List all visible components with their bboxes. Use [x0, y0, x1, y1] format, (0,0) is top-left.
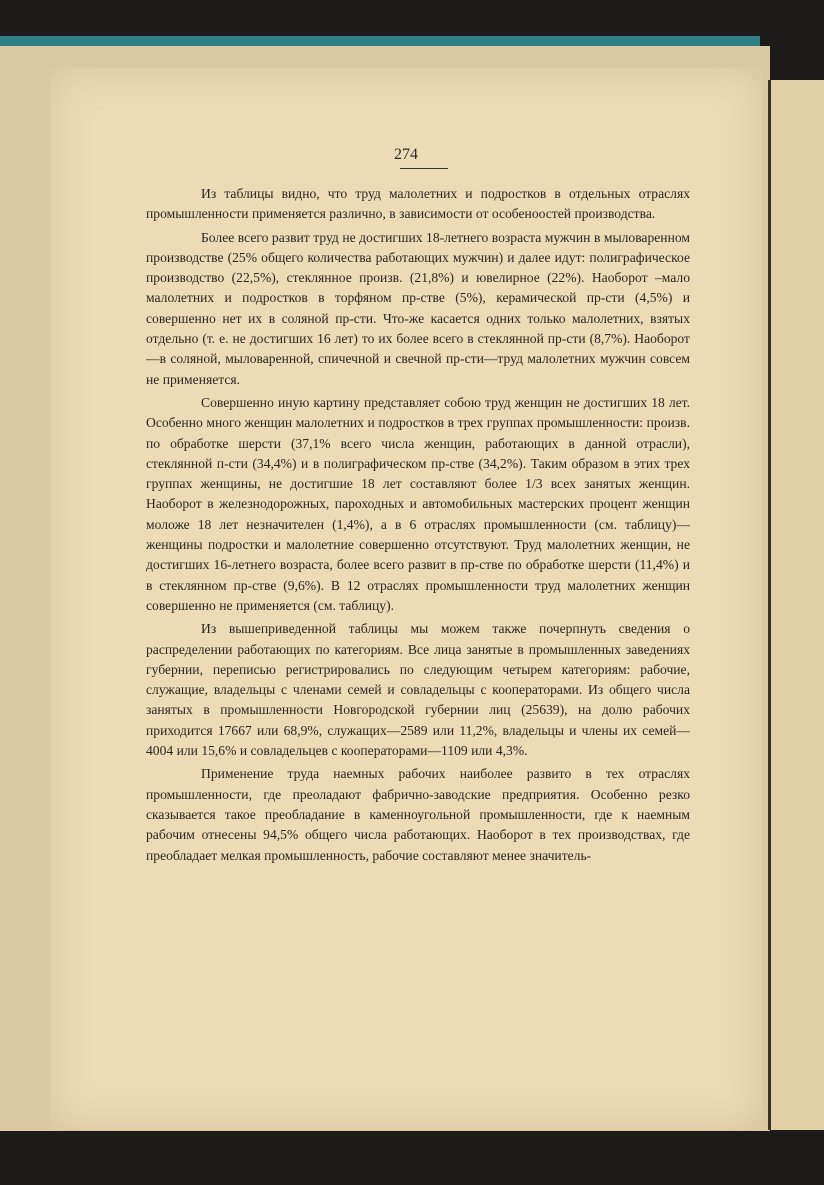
- facing-page-edge: [768, 80, 824, 1130]
- paragraph-3: Совершенно иную картину представляет собою труд женщин не достигших 18 лет. Особенно много женщин малолетних и подростков в трех группах промышленности: произв. по обработке шерсти (37,1% всего числа женщин, работающих в данной отрасли), стеклянной п-сти (34,4%) и в полиграфическом пр-стве (34,2%). Таким образом в этих трех группах женщины, не достигшие 18 лет составляют более 1/3 всех занятых женщин. Наоборот в железнодорожных, пароходных и автомобильных мастерских процент женщин моложе 18 лет незначителен (1,4%), а в 6 отраслях промышленности (см. таблицу)—женщины подростки и малолетние совершенно отсутствуют. Труд малолетних женщин, не достигших 16-летнего возраста, более всего развит в пр-стве по обработке шерсти (11,4%) и в стеклянном пр-стве (9,6%). В 12 отраслях промышленности труд малолетних женщин совершенно не применяется (см. таблицу).: [146, 394, 690, 613]
- paragraph-5: Применение труда наемных рабочих наиболее развито в тех отраслях промышленности, где преоладают фабрично-заводские предприятия. Особенно резко сказывается такое преобладание в каменноугольной промышленности, где к наемным рабочим отнесены 94,5% общего числа работающих. Наоборот в тех производствах, где преобладает мелкая промышленность, рабочие составляют менее значитель-: [146, 766, 690, 863]
- book-page: [50, 68, 762, 1130]
- page-number: 274: [394, 146, 418, 163]
- paragraph-2: Более всего развит труд не достигших 18-летнего возраста мужчин в мыловаренном производстве (25% общего количества работающих мужчин) и далее идут: полиграфическое производство (22,5%), стеклянное произв. (21,8%) и ювелирное (22%). Наоборот –мало малолетних и подростков в торфяном пр-стве (5%), керамической пр-сти (4,5%) и совершенно нет их в соляной пр-сти. Что-же касается одних только малолетних, взятых отдельно (т. е. не достигших 16 лет) то их более всего в стеклянной пр-сти (8,7%). Наоборот—в соляной, мыловаренной, спичечной и свечной пр-сти—труд малолетних мужчин совсем не применяется.: [146, 229, 690, 387]
- paragraph-1: Из таблицы видно, что труд малолетних и подростков в отдельных отраслях промышленности применяется различно, в зависимости от особеноостей производства.: [146, 186, 690, 222]
- body-text: [146, 184, 690, 869]
- paragraph-4: Из вышеприведенной таблицы мы можем также почерпнуть сведения о распределении работающих по категориям. Все лица занятые в промышленных заведениях губернии, переписью регистрировались по следующим четырем категориям: рабочие, служащие, владельцы с членами семей и совладельцы с кооператорами. Из общего числа занятых в промышленности Новгородской губернии лиц (25639), на долю рабочих приходится 17667 или 68,9%, служащих—2589 или 11,2%, владельцы и члены их семей—4004 или 15,6% и совладельцев с кооператорами—1109 или 4,3%.: [146, 621, 690, 759]
- page-number-rule: [400, 168, 448, 169]
